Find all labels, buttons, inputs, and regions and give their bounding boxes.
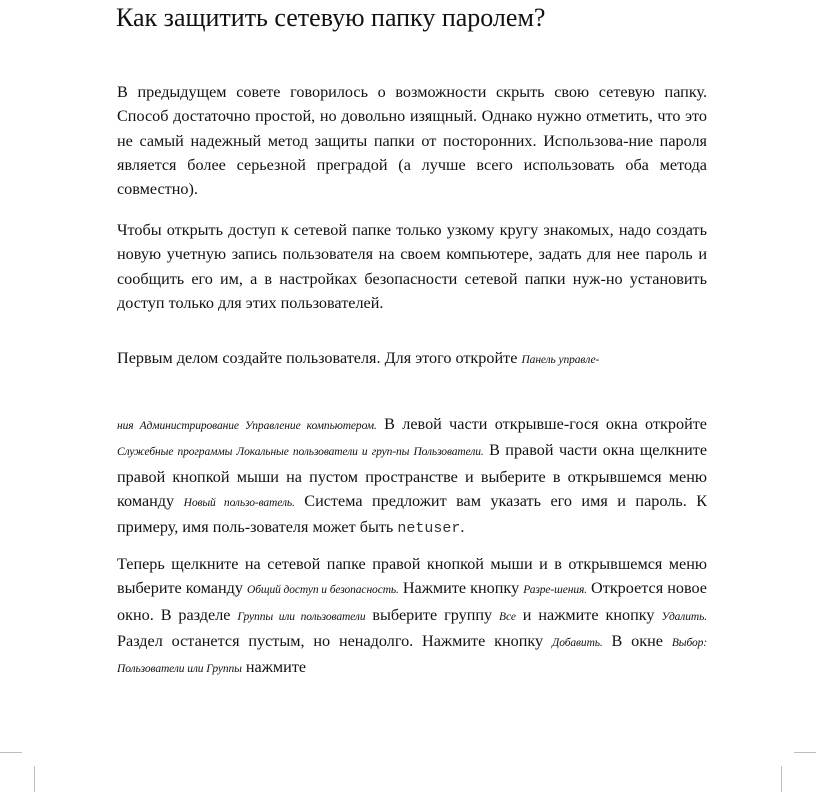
text-segment: Откроется новое окно. В разделе <box>117 579 707 624</box>
page-title: Как защитить сетевую папку паролем? <box>116 3 546 32</box>
text-segment: Система предложит вам указать его имя и пароль. К примеру, имя поль-зователя может быть <box>117 491 708 537</box>
crop-mark-right-vertical <box>781 766 782 792</box>
paragraph-create-user <box>117 346 707 372</box>
ui-term: Все <box>499 610 516 623</box>
ui-term: Добавить. <box>551 636 603 649</box>
paragraph-intro: В предыдущем совете говорилось о возможности скрыть свою сетевую папку. Способ достаточно простой, но довольно изящный. Однако нужно отметить, что это не самый надежный метод защиты папки от посторонних. Использова-ние пароля является более серьезной преградой (а лучше всего использовать оба метода совместно). <box>117 83 707 199</box>
ui-term: Выбор: Пользователи или Группы <box>117 636 708 676</box>
paragraph-permissions <box>117 552 707 681</box>
ui-term: Удалить. <box>661 610 707 623</box>
text-segment: Нажмите кнопку <box>398 579 524 598</box>
ui-term: Служебные программы Локальные пользователи и груп-пы Пользователи. <box>117 446 484 459</box>
text-segment: Теперь щелкните на сетевой папке правой кнопкой мыши и в открывшемся меню выберите команду <box>117 555 707 598</box>
paragraph-access: Чтобы открыть доступ к сетевой папке только узкому кругу знакомых, надо создать новую учетную запись пользователя на своем компьютере, задать для нее пароль и сообщить его им, а в настройках безопасности сетевой папки нуж-но установить доступ только для этих пользователей. <box>117 221 707 312</box>
ui-term: Группы или пользователи <box>237 610 366 623</box>
text-segment: . <box>460 518 465 537</box>
ui-term: Панель управле- <box>521 354 600 366</box>
text-segment: Первым делом создайте пользователя. Для этого откройте <box>117 349 522 367</box>
paragraph-computer-management <box>117 412 707 541</box>
ui-term: ния Администрирование Управление компьютером. <box>117 420 377 432</box>
crop-mark-right-horizontal <box>794 752 816 753</box>
text-segment: В левой части открывше-гося окна откройте <box>376 415 707 433</box>
ui-term: Общий доступ и безопасность. <box>247 584 399 597</box>
ui-term: Разре-шения. <box>523 584 587 597</box>
text-segment: и нажмите кнопку <box>515 605 662 624</box>
text-segment: выберите группу <box>365 605 500 624</box>
crop-mark-left-vertical <box>34 766 35 792</box>
text-segment: Раздел останется пустым, но ненадолго. Нажмите кнопку <box>117 631 552 650</box>
text-segment: В окне <box>602 631 672 650</box>
ui-term: Новый пользо-ватель. <box>183 496 295 509</box>
crop-mark-left-horizontal <box>0 752 22 753</box>
text-segment: нажмите <box>241 658 307 677</box>
text-segment: В правой части окна щелкните правой кнопкой мыши на пустом пространстве и выберите в открывшемся меню команду <box>117 441 707 510</box>
code-username: netuser <box>397 520 461 538</box>
